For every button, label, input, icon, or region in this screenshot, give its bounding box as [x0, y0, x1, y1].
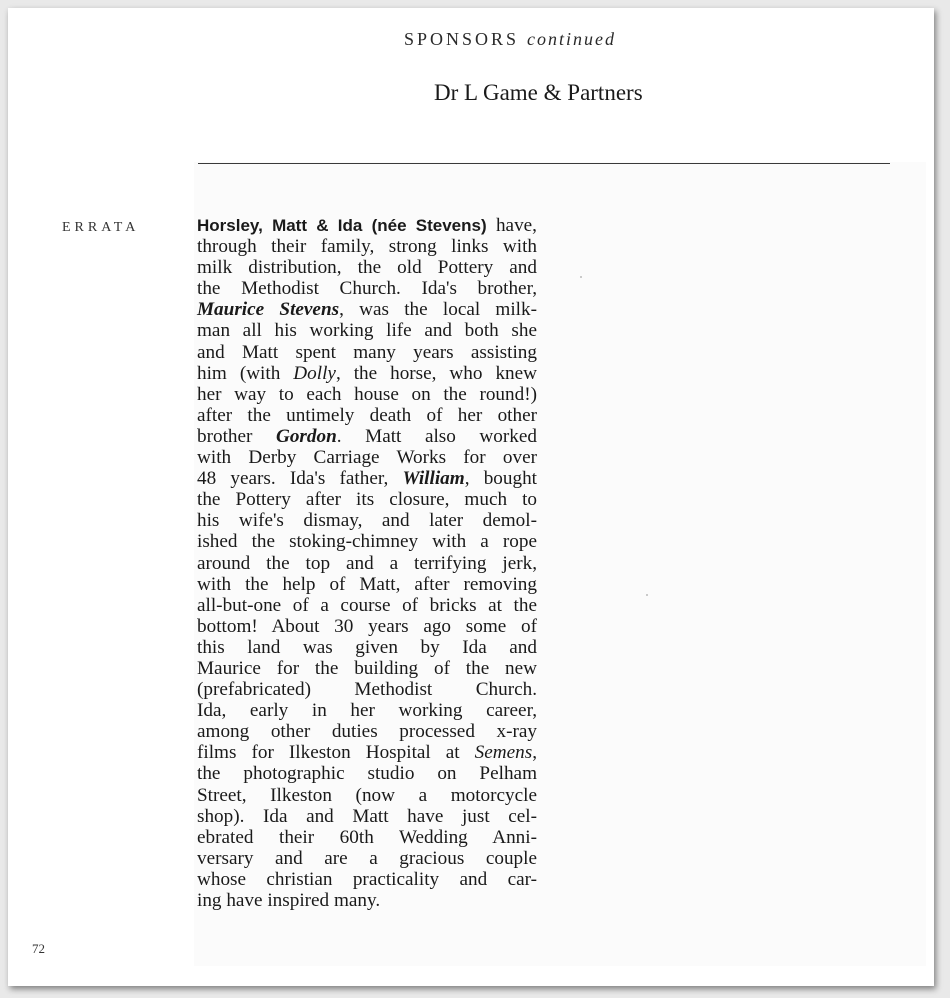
text-run: Ida, early in her working career,	[197, 700, 537, 722]
text-run: versary and are a gracious couple	[197, 847, 537, 869]
text-line	[197, 553, 537, 574]
header-continued-label: continued	[527, 29, 617, 49]
text-run: after the untimely death of her other	[197, 404, 537, 426]
scan-speck	[580, 276, 582, 278]
text-line	[197, 574, 537, 595]
text-run: . Matt also worked	[336, 425, 537, 447]
text-run: the photographic studio on Pelham	[197, 763, 537, 785]
text-run: whose christian practicality and car-	[197, 868, 537, 890]
page-number: 72	[32, 941, 45, 956]
emphasis-text: Semens	[474, 742, 533, 764]
text-line	[197, 890, 537, 911]
horizontal-divider	[198, 163, 890, 164]
text-run: , bought	[464, 468, 537, 490]
text-line	[197, 658, 537, 679]
text-line	[197, 320, 537, 341]
sponsor-name: Dr L Game & Partners	[434, 80, 643, 105]
text-run: milk distribution, the old Pottery and	[197, 257, 537, 279]
text-run: bottom! About 30 years ago some of	[197, 615, 537, 637]
text-line	[197, 257, 537, 278]
text-line	[197, 742, 537, 763]
text-line	[197, 405, 537, 426]
text-run: , the horse, who knew	[335, 362, 538, 384]
text-run: with the help of Matt, after removing	[197, 573, 537, 595]
text-line	[197, 595, 537, 616]
text-line	[197, 827, 537, 848]
text-run: ,	[532, 742, 537, 764]
document-page	[8, 8, 934, 986]
errata-label: ERRATA	[62, 220, 140, 235]
text-line	[197, 616, 537, 637]
text-run: the Pottery after its closure, much to	[197, 489, 537, 511]
text-run: ebrated their 60th Wedding Anni-	[197, 826, 537, 848]
scan-speck	[646, 594, 648, 596]
text-line	[197, 426, 537, 447]
text-line	[197, 869, 537, 890]
text-line	[197, 215, 537, 236]
header-section-label: SPONSORS	[404, 29, 520, 49]
emphasis-text: Maurice Stevens	[197, 299, 340, 321]
text-line	[197, 342, 537, 363]
text-line	[197, 763, 537, 784]
text-line	[197, 363, 537, 384]
errata-body-text	[197, 215, 537, 911]
text-run: Maurice for the building of the new	[197, 657, 537, 679]
emphasis-text: Dolly	[293, 362, 336, 384]
text-line	[197, 489, 537, 510]
text-line	[197, 299, 537, 320]
text-run: (prefabricated) Methodist Church.	[197, 679, 537, 701]
text-line	[197, 447, 537, 468]
emphasis-text: Horsley, Matt & Ida (née Stevens)	[197, 216, 487, 235]
text-run: 48 years. Ida's father,	[197, 468, 403, 490]
emphasis-text: Gordon	[275, 425, 337, 447]
text-run: his wife's dismay, and later demol-	[197, 510, 537, 532]
text-run: man all his working life and both she	[197, 320, 537, 342]
text-line	[197, 236, 537, 257]
text-run: Street, Ilkeston (now a motorcycle	[197, 784, 537, 806]
text-run: her way to each house on the round!)	[197, 383, 537, 405]
text-line	[197, 679, 537, 700]
text-run: him (with	[197, 362, 294, 384]
text-run: the Methodist Church. Ida's brother,	[197, 278, 537, 300]
text-line	[197, 468, 537, 489]
text-line	[197, 721, 537, 742]
running-header	[404, 29, 616, 50]
text-run: around the top and a terrifying jerk,	[197, 552, 537, 574]
text-line	[197, 384, 537, 405]
text-line	[197, 848, 537, 869]
text-run: and Matt spent many years assisting	[197, 341, 537, 363]
text-run: with Derby Carriage Works for over	[197, 447, 537, 469]
text-run: brother	[197, 425, 276, 447]
text-run: through their family, strong links with	[197, 236, 537, 258]
emphasis-text: William	[402, 468, 465, 490]
text-line	[197, 278, 537, 299]
text-run: ing have inspired many.	[197, 890, 381, 911]
text-run: ished the stoking-chimney with a rope	[197, 531, 537, 553]
text-line	[197, 785, 537, 806]
text-run: shop). Ida and Matt have just cel-	[197, 805, 537, 827]
text-line	[197, 806, 537, 827]
text-line	[197, 637, 537, 658]
text-run: , was the local milk-	[339, 299, 537, 321]
text-line	[197, 510, 537, 531]
text-run: among other duties processed x-ray	[197, 721, 537, 743]
text-line	[197, 531, 537, 552]
text-line	[197, 700, 537, 721]
text-run: films for Ilkeston Hospital at	[197, 742, 475, 764]
text-run: all-but-one of a course of bricks at the	[197, 594, 537, 616]
text-run: have,	[486, 215, 537, 236]
text-run: this land was given by Ida and	[197, 636, 537, 658]
